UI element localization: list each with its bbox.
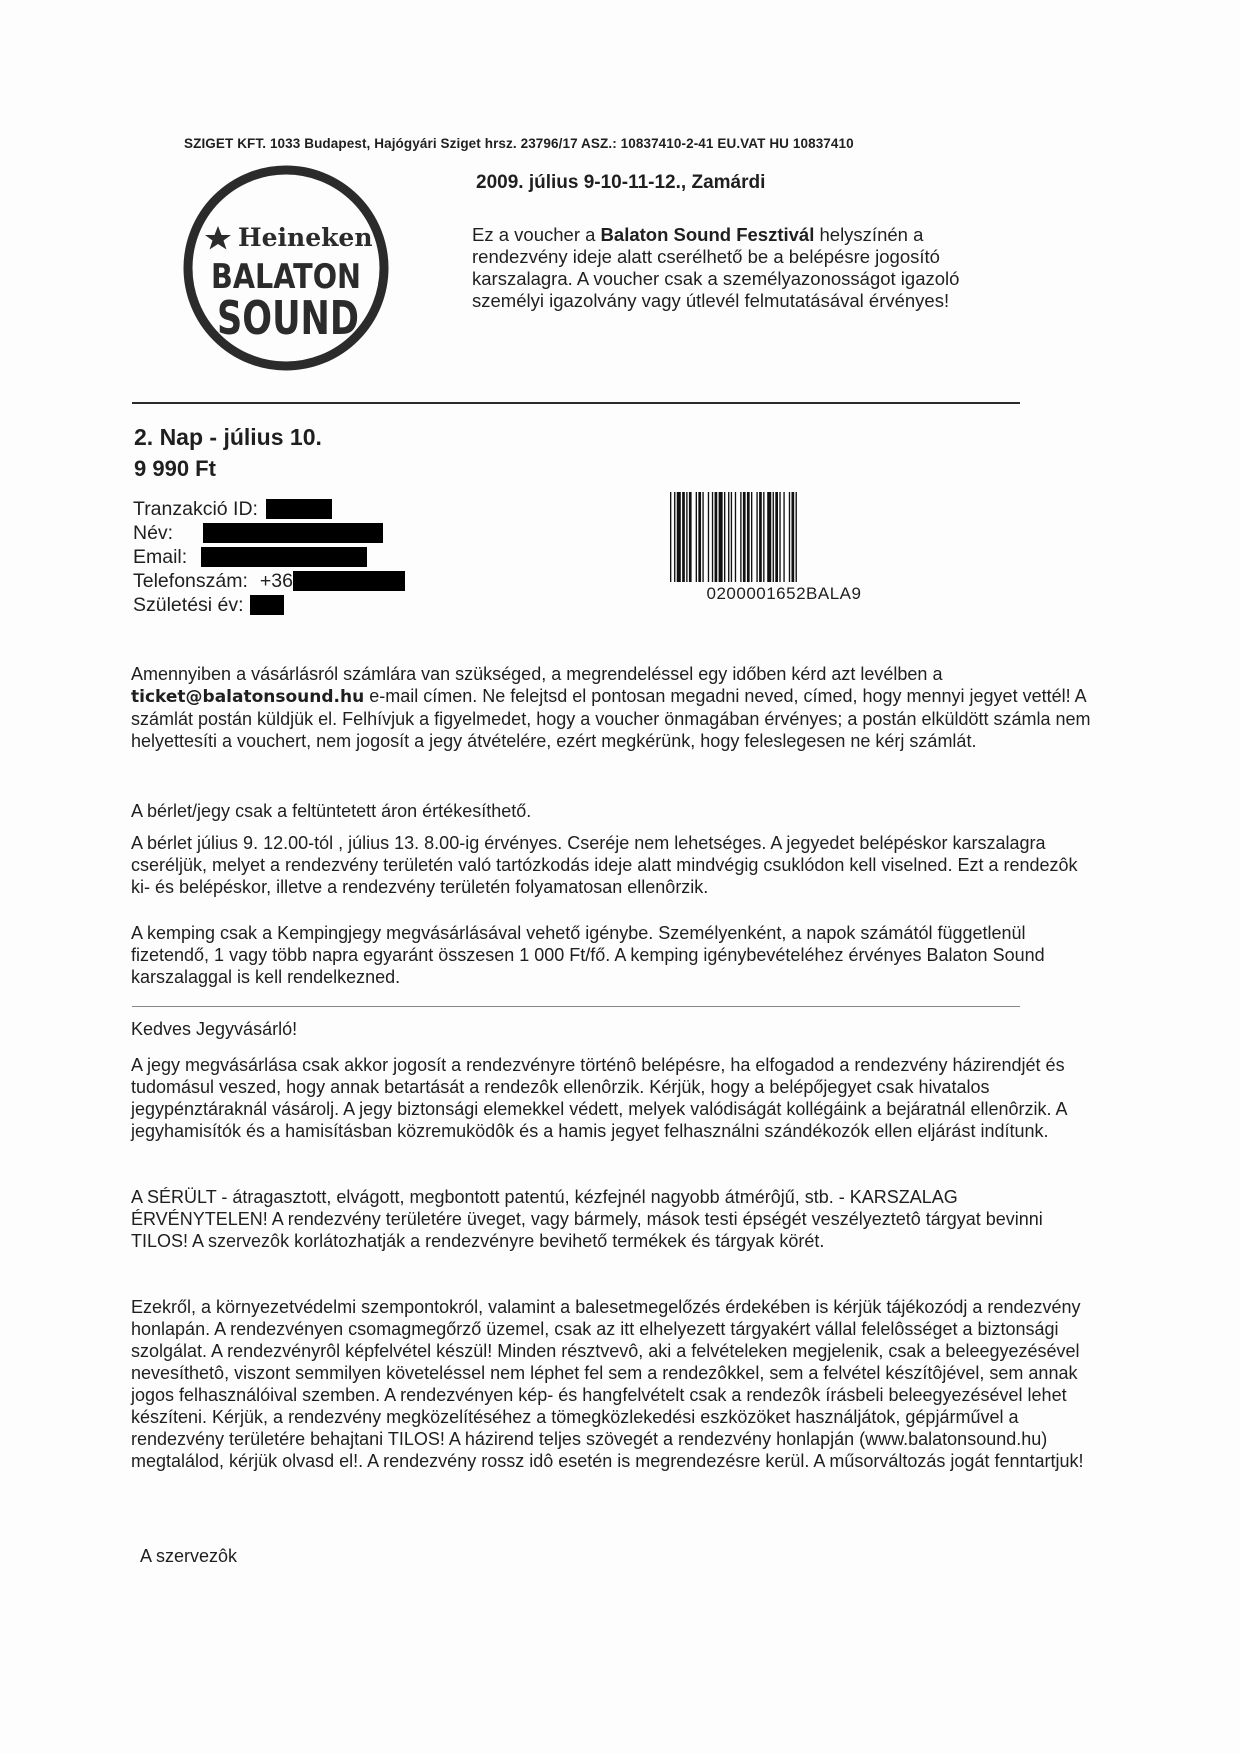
barcode-bar xyxy=(747,492,750,582)
invoice-text-post: e-mail címen. Ne felejtsd el pontosan megadni neved, címed, hogy mennyi jegyet vettél! A számlát postán küldjük el. Felhívjuk a figyelmedet, hogy a voucher önmagában érvényes; a postán elküldött számla nem helyettesíti a vouchert, nem jogosít a jegy átvételére, ezért megkérünk, hogy feleslegesen ne kérj számlát. xyxy=(131,686,1091,751)
paragraph-wristband-warning: A SÉRÜLT - átragasztott, elvágott, megbontott patentú, kézfejnél nagyobb átmérôjű, stb. - KARSZALAG ÉRVÉNYTELEN! A rendezvény területére üveget, vagy bármely, mások testi épségét veszélyeztetô tárgyat bevinni TILOS! A szervezôk korlátozhatják a rendezvényre bevihető termékek és tárgyak körét. xyxy=(131,1187,1043,1251)
company-line: SZIGET KFT. 1033 Budapest, Hajógyári Sziget hrsz. 23796/17 ASZ.: 10837410-2-41 EU.VAT HU 10837410 xyxy=(184,136,854,151)
divider xyxy=(132,1006,1020,1007)
barcode-bar xyxy=(674,492,675,582)
barcode-bar xyxy=(789,492,790,582)
barcode-bar xyxy=(698,492,701,582)
barcode-bar xyxy=(728,492,729,582)
barcode-bar xyxy=(682,492,685,582)
voucher-text-post: helyszínén a rendezvény ideje alatt cserélhető be a belépésre jogosító karszalagra. A voucher csak a személyazonosságot igazoló személyi igazolvány vagy útlevél felmutatásával érvényes! xyxy=(472,224,960,311)
field-label: Telefonszám: xyxy=(133,570,248,592)
barcode-bar xyxy=(740,492,741,582)
field-name xyxy=(133,521,405,545)
field-email xyxy=(133,545,405,569)
barcode-bar xyxy=(719,492,723,582)
logo-sound-text: SOUND xyxy=(217,291,359,345)
divider xyxy=(132,402,1020,404)
barcode-bar xyxy=(751,492,752,582)
barcode-bar xyxy=(767,492,771,582)
field-birth-year xyxy=(133,593,405,617)
barcode-bar xyxy=(677,492,681,582)
barcode-bar xyxy=(715,492,718,582)
event-date: 2009. július 9-10-11-12., Zamárdi xyxy=(476,172,766,193)
field-transaction-id xyxy=(133,497,405,521)
signature: A szervezôk xyxy=(140,1546,238,1566)
field-label: Születési év: xyxy=(133,594,244,616)
paragraph-invoice xyxy=(131,663,1091,752)
ticket-fields xyxy=(133,497,405,617)
field-phone xyxy=(133,569,405,593)
barcode-bar xyxy=(689,492,692,582)
field-label: Tranzakció ID: xyxy=(133,498,258,520)
redaction-bar xyxy=(266,499,332,519)
paragraph-price-note: A bérlet/jegy csak a feltüntetett áron értékesíthető. xyxy=(131,801,532,821)
barcode-number: 0200001652BALA9 xyxy=(706,584,862,603)
barcode-bar xyxy=(763,492,764,582)
barcode-bar xyxy=(724,492,725,582)
barcode-bar xyxy=(796,492,797,582)
barcode xyxy=(668,492,900,582)
barcode-bar xyxy=(775,492,778,582)
barcode-bar xyxy=(773,492,774,582)
barcode-bar xyxy=(792,492,795,582)
paragraph-entry-rules: A jegy megvásárlása csak akkor jogosít a rendezvényre történô belépésre, ha elfogadod a rendezvény házirendjét és tudomásul veszed, hogy annak betartását a rendezôk ellenôrzik. Kérjük, hogy a belépőjegyet csak hivatalos jegypénztáraknál vásárolj. A jegy biztonsági elemekkel védett, melyek valódiságát kollégáink a bejáratnál ellenôrzik. A jegyhamisítók és a hamisításban közremuködôk és a hamis jegyet felhasználni szándékozók ellen eljárást indítunk. xyxy=(131,1055,1067,1141)
invoice-text-pre: Amennyiben a vásárlásról számlára van szükséged, a megrendeléssel egy időben kérd azt levélben a xyxy=(131,664,943,684)
voucher-description xyxy=(472,224,992,312)
barcode-bar xyxy=(670,492,671,582)
barcode-bar xyxy=(708,492,709,582)
field-label: Email: xyxy=(133,546,188,568)
star-icon xyxy=(205,226,231,250)
barcode-bar xyxy=(702,492,703,582)
ticket-day: 2. Nap - július 10. xyxy=(134,424,322,450)
barcode-bar xyxy=(783,492,784,582)
barcode-bar xyxy=(731,492,732,582)
barcode-bar xyxy=(743,492,746,582)
redaction-bar xyxy=(201,547,367,567)
redaction-bar xyxy=(250,595,284,615)
barcode-bar xyxy=(759,492,762,582)
barcode-bar xyxy=(696,492,697,582)
ticket-price: 9 990 Ft xyxy=(134,456,216,481)
redaction-bar xyxy=(293,571,405,591)
logo-heineken-text: Heineken xyxy=(238,223,373,252)
barcode-bar xyxy=(779,492,780,582)
barcode-bar xyxy=(735,492,736,582)
phone-prefix: +36 xyxy=(259,570,293,592)
contact-email: ticket@balatonsound.hu xyxy=(131,687,365,707)
greeting: Kedves Jegyvásárló! xyxy=(131,1019,298,1039)
balaton-sound-logo xyxy=(180,162,392,374)
redaction-bar xyxy=(203,523,383,543)
barcode-bar xyxy=(712,492,713,582)
paragraph-camping: A kemping csak a Kempingjegy megvásárlásával vehető igénybe. Személyenként, a napok számától függetlenül fizetendő, 1 vagy több napra egyaránt összesen 1 000 Ft/fő. A kemping igénybevételéhez érvényes Balaton Sound karszalaggal is kell rendelkezned. xyxy=(131,923,1045,987)
voucher-text-pre: Ez a voucher a xyxy=(472,224,601,245)
paragraph-house-rules: Ezekről, a környezetvédelmi szempontokról, valamint a balesetmegelőzés érdekében is kérjük tájékozódj a rendezvény honlapán. A rendezvényen csomagmegőrző üzemel, csak az itt elhelyezett tárgyakért vállal felelôsséget a biztonsági szolgálat. A rendezvényrôl képfelvétel készül! Minden résztvevô, aki a felvételeken megjelenik, csak a beleegyezésével nevesíthetô, viszont semmilyen követeléssel nem léphet fel sem a rendezôkkel, sem a felvétel készítôjével, sem annak jogos felhasználóival szemben. A rendezvényen kép- és hangfelvételt csak a rendezôk írásbeli beleegyezésével lehet készíteni. Kérjük, a rendezvény megközelítéséhez a tömegközlekedési eszközöket használjátok, gépjárművel a rendezvény területére behajtani TILOS! A házirend teljes szövegét a rendezvény honlapján (www.balatonsound.hu) megtalálod, kérjük olvasd el!. A rendezvény rossz idô esetén is megrendezésre kerül. A műsorváltozás jogát fenntartjuk! xyxy=(131,1297,1084,1471)
festival-name: Balaton Sound Fesztivál xyxy=(600,224,815,245)
barcode-bar xyxy=(686,492,687,582)
barcode-bar xyxy=(756,492,757,582)
field-label: Név: xyxy=(133,522,174,544)
paragraph-pass-validity: A bérlet július 9. 12.00-tól , július 13. 8.00-ig érvényes. Cseréje nem lehetséges. A jegyedet belépéskor karszalagra cseréljük, melyet a rendezvény területén való tartózkodás ideje alatt mindvégig csuklódon kell viselned. Ezt a rendezôk ki- és belépéskor, illetve a rendezvény területén folyamatosan ellenôrzik. xyxy=(131,833,1078,897)
logo-balaton-text: BALATON xyxy=(211,257,361,297)
